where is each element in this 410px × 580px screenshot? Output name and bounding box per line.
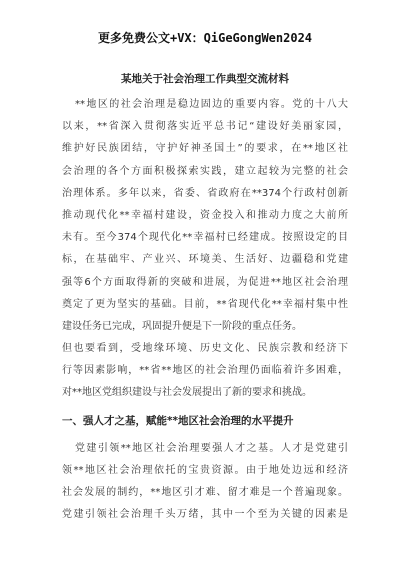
text-line: 奠定了更为坚实的基础。目前，**省现代化**幸福村集中性 — [62, 298, 348, 310]
text-line: 领**地区社会治理依托的宝贵资源。由于地处边远和经济 — [62, 464, 348, 476]
text-line: 治理体系。多年以来，省委、省政府在**374个行政村创新 — [62, 187, 348, 199]
page-header: 更多免费公文+VX：QiGeGongWen2024 — [97, 31, 313, 45]
text-line: 会治理的各个方面积极探索实践，建立起较为完整的社会 — [62, 165, 348, 177]
paragraph-intro — [62, 94, 348, 405]
text-line: 对**地区党组织建设与社会发展提出了新的要求和挑战。 — [62, 387, 312, 399]
text-line: 党建引领**地区社会治理要强人才之基。人才是党建引 — [75, 442, 348, 454]
text-line: 标，在基础牢、产业兴、环境美、生活好、边疆稳和党建 — [62, 254, 348, 266]
paragraph-section1 — [62, 438, 348, 527]
section-heading: 一、强人才之基，赋能**地区社会治理的水平提升 — [62, 414, 294, 427]
document-title: 某地关于社会治理工作典型交流材料 — [121, 73, 289, 85]
text-line: 以来，**省深入贯彻落实近平总书记“建设好美丽家园， — [62, 121, 348, 133]
text-line: 未有。至今374个现代化**幸福村已经建成。按照设定的目 — [62, 232, 348, 244]
text-line: **地区的社会治理是稳边固边的重要内容。党的十八大 — [75, 99, 348, 110]
text-line: 但也要看到，受地缘环境、历史文化、民族宗教和经济下 — [62, 343, 348, 355]
text-line: 维护好民族团结，守护好神圣国土”的要求，在**地区社 — [62, 143, 348, 155]
text-line: 党建引领社会治理千头万绪，其中一个至为关键的因素是 — [62, 509, 348, 521]
text-line: 社会发展的制约，**地区引才难、留才难是一个普遍现象。 — [62, 487, 348, 498]
text-line: 强等6个方面取得新的突破和进展，为促进**地区社会治理 — [62, 276, 348, 288]
document-body — [62, 94, 348, 526]
text-line: 建设任务已完成，巩固提升便是下一阶段的重点任务。 — [62, 320, 302, 332]
text-line: 推动现代化**幸福村建设，资金投入和推动力度之大前所 — [62, 209, 348, 221]
text-line: 行等因素影响，**省**地区的社会治理仍面临着许多困难， — [62, 365, 348, 377]
